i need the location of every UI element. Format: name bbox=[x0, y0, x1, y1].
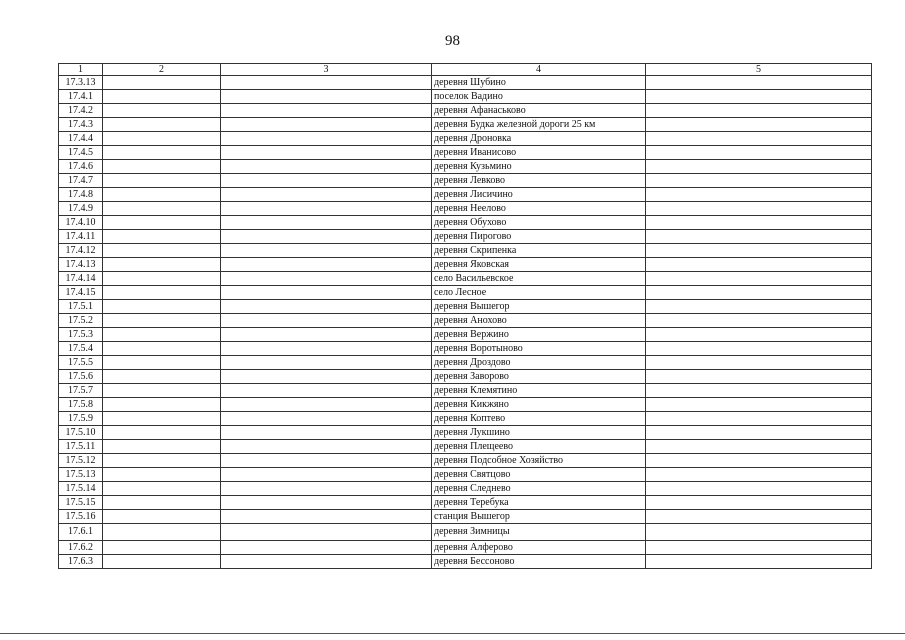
row-col-3 bbox=[221, 482, 432, 496]
table-row bbox=[59, 328, 872, 342]
row-col-2 bbox=[103, 398, 221, 412]
row-settlement-name: деревня Яковская bbox=[432, 258, 646, 272]
table-row bbox=[59, 426, 872, 440]
row-col-2 bbox=[103, 468, 221, 482]
row-col-5 bbox=[646, 76, 872, 90]
row-col-5 bbox=[646, 258, 872, 272]
row-col-3 bbox=[221, 356, 432, 370]
row-col-2 bbox=[103, 118, 221, 132]
table-row bbox=[59, 118, 872, 132]
row-settlement-name: деревня Дроздово bbox=[432, 356, 646, 370]
row-col-5 bbox=[646, 510, 872, 524]
row-col-3 bbox=[221, 384, 432, 398]
row-code: 17.4.9 bbox=[59, 202, 103, 216]
table-row bbox=[59, 90, 872, 104]
table-row bbox=[59, 412, 872, 426]
row-col-3 bbox=[221, 300, 432, 314]
row-settlement-name: деревня Кузьмино bbox=[432, 160, 646, 174]
table-row bbox=[59, 314, 872, 328]
row-col-3 bbox=[221, 216, 432, 230]
row-col-5 bbox=[646, 342, 872, 356]
table-row bbox=[59, 202, 872, 216]
header-col-4: 4 bbox=[432, 64, 646, 76]
row-col-3 bbox=[221, 202, 432, 216]
row-col-5 bbox=[646, 328, 872, 342]
row-col-3 bbox=[221, 541, 432, 555]
row-col-2 bbox=[103, 272, 221, 286]
row-code: 17.4.1 bbox=[59, 90, 103, 104]
row-col-3 bbox=[221, 555, 432, 569]
row-col-5 bbox=[646, 412, 872, 426]
row-col-5 bbox=[646, 384, 872, 398]
table-row bbox=[59, 230, 872, 244]
row-code: 17.5.11 bbox=[59, 440, 103, 454]
settlements-table bbox=[58, 63, 872, 569]
table-row bbox=[59, 286, 872, 300]
table-row bbox=[59, 300, 872, 314]
row-code: 17.4.15 bbox=[59, 286, 103, 300]
row-col-5 bbox=[646, 90, 872, 104]
row-code: 17.4.13 bbox=[59, 258, 103, 272]
row-col-3 bbox=[221, 454, 432, 468]
table-row bbox=[59, 76, 872, 90]
table-header-row bbox=[59, 64, 872, 76]
row-col-2 bbox=[103, 555, 221, 569]
table-row bbox=[59, 541, 872, 555]
row-settlement-name: деревня Пирогово bbox=[432, 230, 646, 244]
header-col-5: 5 bbox=[646, 64, 872, 76]
row-settlement-name: станция Вышегор bbox=[432, 510, 646, 524]
row-col-5 bbox=[646, 202, 872, 216]
row-col-5 bbox=[646, 524, 872, 541]
row-col-3 bbox=[221, 118, 432, 132]
row-settlement-name: деревня Неелово bbox=[432, 202, 646, 216]
page-number: 98 bbox=[445, 33, 460, 49]
table-row bbox=[59, 454, 872, 468]
row-settlement-name: деревня Будка железной дороги 25 км bbox=[432, 118, 646, 132]
row-code: 17.5.4 bbox=[59, 342, 103, 356]
row-code: 17.5.14 bbox=[59, 482, 103, 496]
row-col-2 bbox=[103, 230, 221, 244]
row-col-2 bbox=[103, 216, 221, 230]
table-row bbox=[59, 146, 872, 160]
row-code: 17.3.13 bbox=[59, 76, 103, 90]
row-settlement-name: село Васильевское bbox=[432, 272, 646, 286]
table-row bbox=[59, 104, 872, 118]
table-row bbox=[59, 524, 872, 541]
row-settlement-name: деревня Святцово bbox=[432, 468, 646, 482]
row-code: 17.5.10 bbox=[59, 426, 103, 440]
table-row bbox=[59, 482, 872, 496]
row-col-3 bbox=[221, 440, 432, 454]
row-col-5 bbox=[646, 454, 872, 468]
row-col-2 bbox=[103, 454, 221, 468]
row-col-2 bbox=[103, 160, 221, 174]
row-col-5 bbox=[646, 398, 872, 412]
table-row bbox=[59, 398, 872, 412]
row-col-5 bbox=[646, 272, 872, 286]
row-settlement-name: деревня Вышегор bbox=[432, 300, 646, 314]
row-settlement-name: деревня Коптево bbox=[432, 412, 646, 426]
row-col-3 bbox=[221, 76, 432, 90]
row-col-5 bbox=[646, 146, 872, 160]
row-settlement-name: деревня Плещеево bbox=[432, 440, 646, 454]
row-settlement-name: деревня Вержино bbox=[432, 328, 646, 342]
row-col-2 bbox=[103, 440, 221, 454]
row-settlement-name: поселок Вадино bbox=[432, 90, 646, 104]
table-row bbox=[59, 342, 872, 356]
row-code: 17.4.2 bbox=[59, 104, 103, 118]
row-col-5 bbox=[646, 555, 872, 569]
row-col-3 bbox=[221, 328, 432, 342]
row-col-2 bbox=[103, 370, 221, 384]
row-col-5 bbox=[646, 468, 872, 482]
row-col-5 bbox=[646, 541, 872, 555]
row-col-2 bbox=[103, 342, 221, 356]
row-col-3 bbox=[221, 272, 432, 286]
row-code: 17.4.4 bbox=[59, 132, 103, 146]
row-col-5 bbox=[646, 482, 872, 496]
row-settlement-name: деревня Клемятино bbox=[432, 384, 646, 398]
row-settlement-name: деревня Подсобное Хозяйство bbox=[432, 454, 646, 468]
table-row bbox=[59, 272, 872, 286]
row-col-2 bbox=[103, 188, 221, 202]
header-col-2: 2 bbox=[103, 64, 221, 76]
row-settlement-name: деревня Лисичино bbox=[432, 188, 646, 202]
row-code: 17.5.15 bbox=[59, 496, 103, 510]
row-settlement-name: деревня Кикжяно bbox=[432, 398, 646, 412]
row-col-3 bbox=[221, 314, 432, 328]
row-code: 17.4.8 bbox=[59, 188, 103, 202]
row-col-2 bbox=[103, 76, 221, 90]
row-code: 17.5.7 bbox=[59, 384, 103, 398]
row-col-2 bbox=[103, 384, 221, 398]
row-col-2 bbox=[103, 482, 221, 496]
row-settlement-name: деревня Дроновка bbox=[432, 132, 646, 146]
row-col-2 bbox=[103, 510, 221, 524]
row-code: 17.4.5 bbox=[59, 146, 103, 160]
row-settlement-name: деревня Воротыново bbox=[432, 342, 646, 356]
row-col-5 bbox=[646, 216, 872, 230]
row-code: 17.4.10 bbox=[59, 216, 103, 230]
row-settlement-name: деревня Бессоново bbox=[432, 555, 646, 569]
row-code: 17.5.6 bbox=[59, 370, 103, 384]
table-row bbox=[59, 370, 872, 384]
row-settlement-name: деревня Теребука bbox=[432, 496, 646, 510]
row-col-3 bbox=[221, 230, 432, 244]
row-col-2 bbox=[103, 412, 221, 426]
row-col-3 bbox=[221, 174, 432, 188]
row-settlement-name: деревня Обухово bbox=[432, 216, 646, 230]
row-col-5 bbox=[646, 370, 872, 384]
row-col-3 bbox=[221, 468, 432, 482]
row-col-3 bbox=[221, 370, 432, 384]
row-col-3 bbox=[221, 286, 432, 300]
row-col-5 bbox=[646, 244, 872, 258]
bottom-rule bbox=[0, 633, 905, 634]
row-col-2 bbox=[103, 300, 221, 314]
row-settlement-name: деревня Левково bbox=[432, 174, 646, 188]
row-col-2 bbox=[103, 286, 221, 300]
row-col-5 bbox=[646, 286, 872, 300]
row-code: 17.5.16 bbox=[59, 510, 103, 524]
row-col-5 bbox=[646, 356, 872, 370]
row-col-3 bbox=[221, 90, 432, 104]
table-row bbox=[59, 356, 872, 370]
row-settlement-name: деревня Лукшино bbox=[432, 426, 646, 440]
row-col-5 bbox=[646, 314, 872, 328]
row-col-2 bbox=[103, 496, 221, 510]
row-col-3 bbox=[221, 160, 432, 174]
row-col-5 bbox=[646, 160, 872, 174]
table-row bbox=[59, 384, 872, 398]
table-row bbox=[59, 160, 872, 174]
header-col-3: 3 bbox=[221, 64, 432, 76]
row-col-3 bbox=[221, 496, 432, 510]
row-col-3 bbox=[221, 146, 432, 160]
row-col-5 bbox=[646, 496, 872, 510]
row-code: 17.5.1 bbox=[59, 300, 103, 314]
row-col-5 bbox=[646, 174, 872, 188]
row-settlement-name: деревня Заворово bbox=[432, 370, 646, 384]
table-row bbox=[59, 510, 872, 524]
row-col-2 bbox=[103, 356, 221, 370]
row-settlement-name: деревня Следнево bbox=[432, 482, 646, 496]
row-code: 17.5.5 bbox=[59, 356, 103, 370]
row-col-2 bbox=[103, 90, 221, 104]
row-code: 17.6.1 bbox=[59, 524, 103, 541]
row-settlement-name: деревня Анохово bbox=[432, 314, 646, 328]
row-code: 17.5.9 bbox=[59, 412, 103, 426]
table-row bbox=[59, 216, 872, 230]
row-col-3 bbox=[221, 510, 432, 524]
row-col-2 bbox=[103, 174, 221, 188]
table-row bbox=[59, 468, 872, 482]
table-row bbox=[59, 244, 872, 258]
row-col-3 bbox=[221, 412, 432, 426]
row-code: 17.4.6 bbox=[59, 160, 103, 174]
row-col-5 bbox=[646, 118, 872, 132]
row-col-5 bbox=[646, 440, 872, 454]
row-col-3 bbox=[221, 132, 432, 146]
row-col-3 bbox=[221, 244, 432, 258]
row-settlement-name: деревня Зимницы bbox=[432, 524, 646, 541]
row-col-2 bbox=[103, 132, 221, 146]
row-code: 17.4.11 bbox=[59, 230, 103, 244]
row-col-2 bbox=[103, 244, 221, 258]
row-col-2 bbox=[103, 426, 221, 440]
row-code: 17.5.13 bbox=[59, 468, 103, 482]
row-col-3 bbox=[221, 398, 432, 412]
row-col-2 bbox=[103, 202, 221, 216]
table-row bbox=[59, 440, 872, 454]
row-code: 17.4.12 bbox=[59, 244, 103, 258]
row-col-2 bbox=[103, 258, 221, 272]
row-col-2 bbox=[103, 104, 221, 118]
row-col-3 bbox=[221, 342, 432, 356]
row-code: 17.6.3 bbox=[59, 555, 103, 569]
row-settlement-name: деревня Шубино bbox=[432, 76, 646, 90]
row-col-2 bbox=[103, 328, 221, 342]
row-settlement-name: деревня Афанаськово bbox=[432, 104, 646, 118]
row-col-2 bbox=[103, 146, 221, 160]
row-col-5 bbox=[646, 104, 872, 118]
row-code: 17.6.2 bbox=[59, 541, 103, 555]
row-settlement-name: деревня Иванисово bbox=[432, 146, 646, 160]
row-code: 17.5.12 bbox=[59, 454, 103, 468]
table-row bbox=[59, 188, 872, 202]
table-row bbox=[59, 132, 872, 146]
row-col-5 bbox=[646, 132, 872, 146]
row-settlement-name: деревня Алферово bbox=[432, 541, 646, 555]
row-code: 17.5.8 bbox=[59, 398, 103, 412]
table-row bbox=[59, 555, 872, 569]
row-col-2 bbox=[103, 314, 221, 328]
row-col-3 bbox=[221, 524, 432, 541]
row-col-3 bbox=[221, 258, 432, 272]
row-col-5 bbox=[646, 426, 872, 440]
row-code: 17.4.14 bbox=[59, 272, 103, 286]
table-row bbox=[59, 496, 872, 510]
row-col-5 bbox=[646, 230, 872, 244]
row-col-5 bbox=[646, 188, 872, 202]
row-settlement-name: село Лесное bbox=[432, 286, 646, 300]
row-settlement-name: деревня Скрипенка bbox=[432, 244, 646, 258]
row-code: 17.5.3 bbox=[59, 328, 103, 342]
row-col-2 bbox=[103, 524, 221, 541]
table-row bbox=[59, 258, 872, 272]
row-code: 17.5.2 bbox=[59, 314, 103, 328]
row-col-5 bbox=[646, 300, 872, 314]
header-col-1: 1 bbox=[59, 64, 103, 76]
row-code: 17.4.3 bbox=[59, 118, 103, 132]
row-col-3 bbox=[221, 104, 432, 118]
row-col-3 bbox=[221, 188, 432, 202]
row-col-2 bbox=[103, 541, 221, 555]
table-row bbox=[59, 174, 872, 188]
row-col-3 bbox=[221, 426, 432, 440]
row-code: 17.4.7 bbox=[59, 174, 103, 188]
